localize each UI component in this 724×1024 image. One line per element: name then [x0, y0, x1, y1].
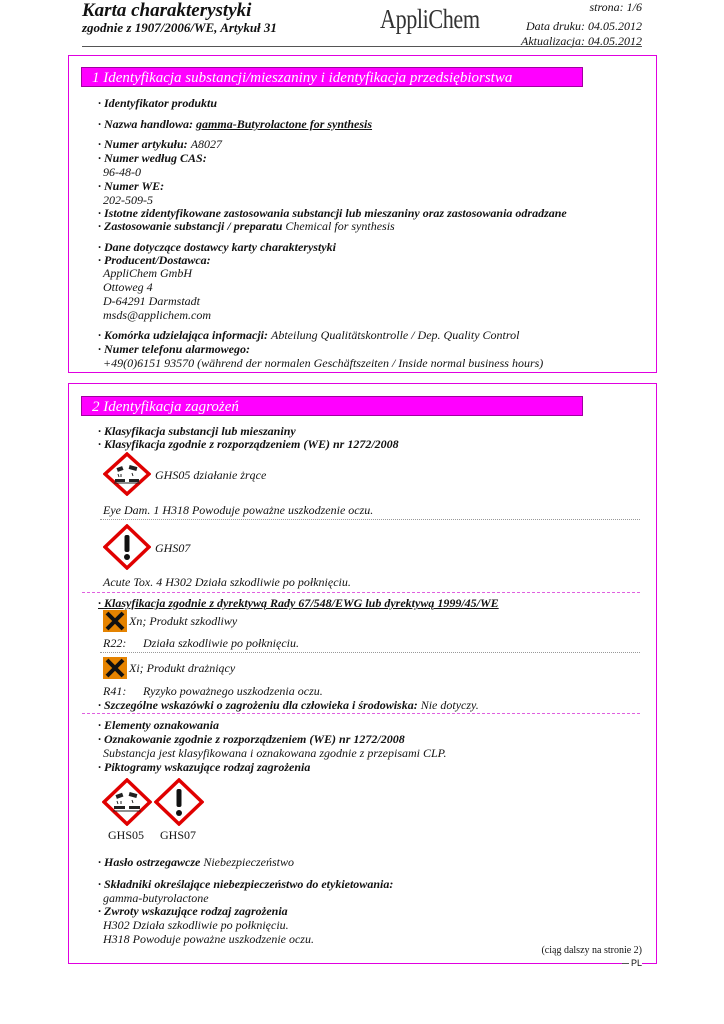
- xn-text: Xn; Produkt szkodliwy: [129, 614, 238, 628]
- use-value: Chemical for synthesis: [285, 219, 395, 233]
- ghs07-exclamation-icon: [103, 524, 151, 570]
- h318-text: H318 Powoduje poważne uszkodzenie oczu.: [103, 932, 314, 946]
- xi-text: Xi; Produkt drażniący: [129, 661, 236, 675]
- pink-divider: [82, 713, 640, 714]
- info-row: [98, 328, 519, 342]
- labelling-label: · Oznakowanie zgodnie z rozporządzeniem (WE) nr 1272/2008: [98, 732, 405, 746]
- h302-text: H302 Działa szkodliwie po połknięciu.: [103, 918, 289, 932]
- ghs05-corrosion-icon: [103, 452, 151, 496]
- cas-value: 96-48-0: [103, 165, 141, 179]
- labelling-value: Substancja jest klasyfikowana i oznakowana zgodnie z przepisami CLP.: [103, 746, 447, 760]
- xi-irritant-icon: [103, 657, 127, 679]
- use-row: [98, 219, 395, 233]
- dsd-label: · Klasyfikacja zgodnie z dyrektywą Rady 67/548/EWG lub dyrektywą 1999/45/WE: [98, 596, 499, 610]
- pink-divider: [82, 592, 640, 593]
- ghs05-corrosion-large-icon: [102, 778, 152, 826]
- producer-line: D-64291 Darmstadt: [103, 294, 201, 308]
- components-value: gamma-butyrolactone: [103, 891, 209, 905]
- we-label: · Numer WE:: [98, 179, 165, 193]
- ghs07-exclamation-large-icon: [154, 778, 204, 826]
- article-value: A8027: [190, 137, 223, 151]
- header-meta: [521, 0, 642, 49]
- supplier-label: · Dane dotyczące dostawcy karty charakterystyki: [98, 240, 336, 254]
- trade-name-row: [98, 117, 372, 131]
- article-row: [98, 137, 222, 151]
- special-row: [98, 698, 479, 712]
- info-value: Abteilung Qualitätskontrolle / Dep. Quality Control: [271, 328, 520, 342]
- producer-line: AppliChem GmbH: [103, 266, 192, 280]
- product-identifier-label: · Identyfikator produktu: [98, 96, 218, 110]
- use-label: · Zastosowanie substancji / preparatu: [98, 219, 283, 233]
- signal-label: · Hasło ostrzegawcze: [98, 855, 201, 869]
- r41-code: R41:: [103, 684, 127, 698]
- article-label: · Numer artykułu:: [98, 137, 188, 151]
- producer-line: Ottoweg 4: [103, 280, 153, 294]
- section-1-title: 1 Identyfikacja substancji/mieszaniny i identyfikacja przedsiębiorstwa: [81, 67, 583, 87]
- signal-row: [98, 855, 294, 869]
- label-elements-label: · Elementy oznakowania: [98, 718, 220, 732]
- xn-harmful-icon: [103, 610, 127, 632]
- header-divider: [82, 46, 642, 47]
- document-title: Karta charakterystyki: [82, 0, 252, 21]
- language-code: PL: [630, 958, 642, 968]
- dotted-divider: [100, 519, 640, 520]
- cas-label: · Numer według CAS:: [98, 151, 207, 165]
- r22-code: R22:: [103, 636, 127, 650]
- components-label: · Składniki określające niebezpieczeństwo do etykietowania:: [98, 877, 394, 891]
- producer-label: · Producent/Dostawca:: [98, 253, 211, 267]
- hazard-label: · Zwroty wskazujące rodzaj zagrożenia: [98, 904, 288, 918]
- special-value: Nie dotyczy.: [420, 698, 479, 712]
- emergency-value: +49(0)6151 93570 (während der normalen Geschäftszeiten / Inside normal business hours): [103, 356, 544, 370]
- classification-label: · Klasyfikacja substancji lub mieszaniny: [98, 424, 296, 438]
- clp-label: · Klasyfikacja zgodnie z rozporządzeniem (WE) nr 1272/2008: [98, 437, 399, 451]
- info-label: · Komórka udzielająca informacji:: [98, 328, 269, 342]
- update-date: Aktualizacja: 04.05.2012: [521, 34, 642, 48]
- applichem-logo: AppliChem: [380, 4, 480, 34]
- signal-value: Niebezpieczeństwo: [203, 855, 294, 869]
- ghs07-text: GHS07: [155, 541, 191, 555]
- picto1-label: GHS05: [108, 828, 145, 842]
- print-date: Data druku: 04.05.2012: [526, 19, 642, 33]
- acute-tox-text: Acute Tox. 4 H302 Działa szkodliwie po połknięciu.: [103, 575, 351, 589]
- producer-email[interactable]: msds@applichem.com: [103, 308, 212, 322]
- page-number: strona: 1/6: [589, 0, 642, 14]
- continued-note: (ciąg dalszy na stronie 2): [541, 945, 642, 956]
- section-2-title: 2 Identyfikacja zagrożeń: [81, 396, 583, 416]
- trade-name-label: · Nazwa handlowa:: [98, 117, 194, 131]
- dotted-divider: [100, 652, 640, 653]
- picto2-label: GHS07: [160, 828, 197, 842]
- r22-text: Działa szkodliwie po połknięciu.: [143, 636, 299, 650]
- document-subtitle: zgodnie z 1907/2006/WE, Artykuł 31: [82, 20, 277, 35]
- emergency-label: · Numer telefonu alarmowego:: [98, 342, 250, 356]
- r41-text: Ryzyko poważnego uszkodzenia oczu.: [143, 684, 323, 698]
- we-value: 202-509-5: [103, 193, 153, 207]
- pictograms-label: · Piktogramy wskazujące rodzaj zagrożenia: [98, 760, 311, 774]
- ghs05-text: GHS05 działanie żrące: [155, 468, 267, 482]
- special-label: · Szczególne wskazówki o zagrożeniu dla człowieka i środowiska:: [98, 698, 418, 712]
- eye-dam-text: Eye Dam. 1 H318 Powoduje poważne uszkodzenie oczu.: [103, 503, 374, 517]
- trade-name-value: gamma-Butyrolactone for synthesis: [196, 117, 373, 131]
- uses-label: · Istotne zidentyfikowane zastosowania substancji lub mieszaniny oraz zastosowania odradzane: [98, 206, 567, 220]
